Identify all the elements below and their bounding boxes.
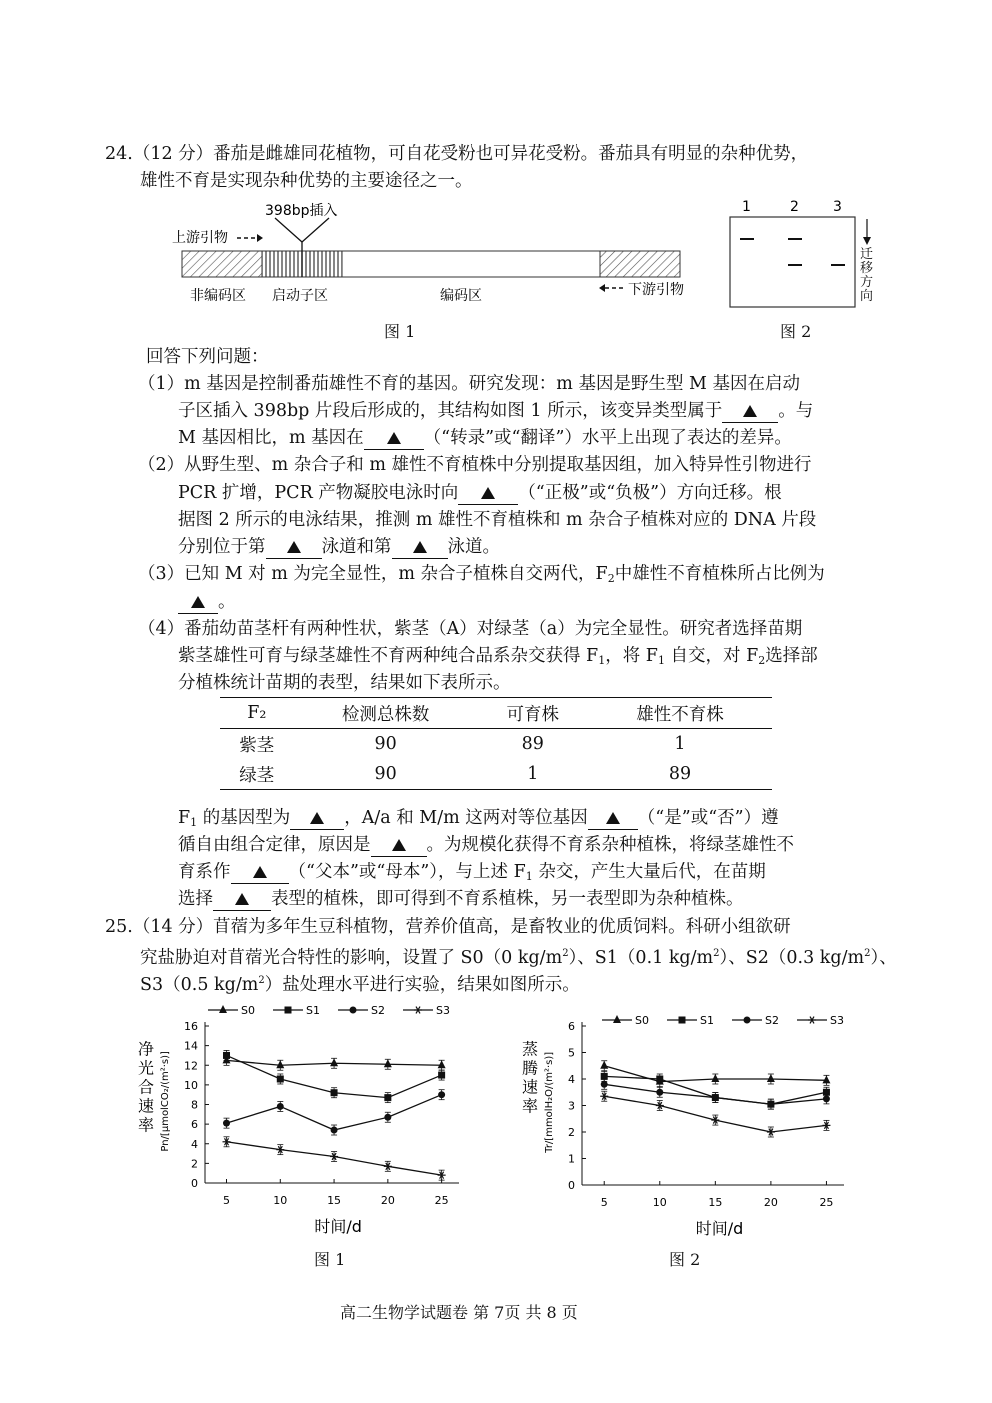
y-tick-label: 14 <box>184 1039 198 1053</box>
y-axis-label-char: 合 <box>137 1077 155 1097</box>
coding-region <box>342 251 600 277</box>
results-table <box>220 697 772 790</box>
data-point-S1 <box>438 1072 445 1079</box>
q24-2-line1: （2）从野生型、m 杂合子和 m 雄性不育植株中分别提取基因组，加入特异性引物进行 <box>138 455 812 475</box>
x-tick-label: 10 <box>273 1194 288 1207</box>
q24-4-line2: 紫茎雄性可育与绿茎雄性不育两种纯合品系杂交获得 $F_1$，将 $F_1$ 自交，对 $F_2$选择部 <box>178 646 818 667</box>
y-axis-label-char: 光 <box>137 1058 155 1078</box>
chart2-caption: 图 2 <box>669 1250 701 1269</box>
table-cell: 绿茎 <box>239 765 275 786</box>
legend-marker-triangle <box>613 1015 621 1023</box>
table-cell: 90 <box>374 734 397 754</box>
q25-line1: 25.（14 分）苜蓿为多年生豆科植物，营养价值高，是畜牧业的优质饲料。科研小组欲研 <box>105 917 791 937</box>
q24-3-line2: 。 <box>178 591 236 614</box>
table-cell: 90 <box>374 764 397 784</box>
data-point-S2 <box>277 1103 284 1110</box>
q24-2-line3: 据图 2 所示的电泳结果，推测 m 雄性不育植株和 m 杂合子植株对应的 DNA 片段 <box>178 510 817 530</box>
legend-marker-star <box>808 1017 816 1024</box>
q24-line1: 24.（12 分）番茄是雌雄同花植物，可自花受粉也可异花受粉。番茄具有明显的杂种优势， <box>105 144 809 164</box>
y-axis-label-char: 率 <box>521 1096 539 1116</box>
data-point-S2 <box>656 1089 663 1096</box>
x-tick-label: 25 <box>819 1196 834 1209</box>
x-tick-label: 15 <box>327 1194 342 1207</box>
legend-label: S2 <box>371 1004 385 1017</box>
noncoding-label: 非编码区 <box>190 288 246 304</box>
table-cell: 1 <box>674 734 686 754</box>
legend-label: S0 <box>635 1014 649 1027</box>
chart1-caption: 图 1 <box>314 1250 346 1269</box>
data-point-S0 <box>384 1059 392 1067</box>
data-point-S0 <box>438 1060 446 1068</box>
table-cell: 紫茎 <box>239 735 275 756</box>
insertion-marker <box>275 218 329 242</box>
lane-2-label: 2 <box>790 199 799 215</box>
y-tick-label: 4 <box>568 1073 575 1086</box>
data-point-S2 <box>601 1081 608 1088</box>
y-axis-label-char: 净 <box>137 1039 155 1059</box>
table-row <box>220 729 772 760</box>
y-axis-label-char: 率 <box>137 1115 155 1135</box>
y-tick-label: 2 <box>568 1126 575 1139</box>
y-axis-unit-label: Tr/[mmolH₂O/(m²·s)] <box>544 1051 555 1153</box>
promoter-label: 启动子区 <box>272 288 328 304</box>
x-tick-label: 20 <box>763 1196 778 1209</box>
table-cell: 1 <box>527 764 539 784</box>
table-header: 检测总株数 <box>341 704 430 725</box>
y-tick-label: 10 <box>184 1078 198 1092</box>
data-point-S0 <box>330 1058 338 1066</box>
transpiration-chart <box>510 1008 860 1250</box>
y-tick-label: 2 <box>191 1157 198 1171</box>
data-point-S2 <box>223 1120 230 1127</box>
upstream-primer-label: 上游引物 <box>172 230 228 246</box>
lane-3-label: 3 <box>833 199 842 215</box>
y-axis-unit-label: Pn/[μmolCO₂/(m²·s)] <box>160 1051 171 1152</box>
y-tick-label: 5 <box>568 1046 575 1060</box>
legend-label: S3 <box>830 1014 844 1027</box>
y-tick-label: 16 <box>184 1020 198 1033</box>
q24-4b-line3: 育系作 （“父本”或“母本”），与上述 $F_1$ 杂交，产生大量后代，在苗期 <box>178 862 766 883</box>
downstream-primer-label: 下游引物 <box>628 282 684 298</box>
q24-2-line4: 分别位于第 泳道和第 泳道。 <box>178 537 500 557</box>
y-axis-label-char: 蒸 <box>521 1039 539 1059</box>
y-tick-label: 4 <box>191 1137 198 1151</box>
q24-line2: 雄性不育是实现杂种优势的主要途径之一。 <box>140 171 473 191</box>
x-axis-label: 时间/d <box>314 1217 362 1236</box>
data-point-S2 <box>767 1101 774 1108</box>
y-tick-label: 1 <box>568 1152 575 1166</box>
x-tick-label: 20 <box>380 1194 395 1207</box>
fig2-caption: 图 2 <box>780 322 812 341</box>
q24-2-line2: PCR 扩增，PCR 产物凝胶电泳时向 （“正极”或“负极”）方向迁移。根 <box>178 483 782 503</box>
x-axis-label: 时间/d <box>695 1219 744 1238</box>
q24-4-line1: （4）番茄幼苗茎杆有两种性状，紫茎（A）对绿茎（a）为完全显性。研究者选择苗期 <box>138 619 803 639</box>
data-point-S2 <box>331 1127 338 1134</box>
y-tick-label: 6 <box>191 1118 198 1132</box>
data-point-S2 <box>438 1091 445 1098</box>
table-header-row <box>220 698 772 729</box>
noncoding-region-left <box>182 251 262 277</box>
q25-line3: S3（0.5 $kg/m^2$）盐处理水平进行实验，结果如图所示。 <box>140 975 580 995</box>
table-header: 雄性不育株 <box>636 704 724 725</box>
data-point-S1 <box>331 1089 338 1096</box>
answer-intro: 回答下列问题： <box>146 347 269 367</box>
data-point-S0 <box>822 1075 830 1083</box>
q24-3-line1: （3）已知 M 对 m 为完全显性，m 杂合子植株自交两代，$F_2$中雄性不育植株所占比例为 <box>138 564 825 585</box>
x-tick-label: 25 <box>434 1194 449 1207</box>
y-axis-label-char: 速 <box>521 1077 539 1097</box>
legend-label: S3 <box>436 1004 450 1017</box>
x-tick-label: 5 <box>223 1194 231 1207</box>
gene-structure-figure <box>165 200 705 320</box>
noncoding-region-right <box>600 251 680 277</box>
q24-1-line1: （1）m 基因是控制番茄雄性不育的基因。研究发现：m 基因是野生型 M 基因在启动 <box>138 374 800 394</box>
x-tick-label: 15 <box>708 1196 723 1209</box>
q24-4-line3: 分植株统计苗期的表型，结果如下表所示。 <box>178 673 511 693</box>
data-point-S0 <box>276 1060 284 1068</box>
legend-marker-triangle <box>219 1005 227 1013</box>
y-tick-label: 0 <box>191 1177 198 1190</box>
y-axis-label-char: 速 <box>137 1096 155 1116</box>
x-tick-label: 10 <box>652 1196 667 1209</box>
migration-direction-label: 迁移方向 <box>860 247 874 304</box>
y-tick-label: 3 <box>568 1099 575 1113</box>
data-point-S2 <box>823 1095 830 1102</box>
lane-1-label: 1 <box>742 199 751 215</box>
data-point-S0 <box>711 1074 719 1082</box>
data-point-S1 <box>223 1052 230 1059</box>
data-point-S2 <box>384 1114 391 1121</box>
y-tick-label: 0 <box>568 1179 575 1192</box>
legend-label: S2 <box>765 1014 779 1027</box>
y-axis-label-char: 腾 <box>521 1058 539 1078</box>
table-header: 可育株 <box>506 704 560 725</box>
legend-marker-star <box>414 1007 422 1014</box>
q25-line2: 究盐胁迫对苜蓿光合特性的影响，设置了 S0（0 $kg/m^2$）、S1（0.1 $kg/m^2$）、S2（0.3 $kg/m^2$）、 <box>140 948 897 968</box>
insertion-label: 398bp插入 <box>265 203 338 219</box>
legend-marker-circle <box>350 1007 357 1014</box>
data-point-S0 <box>600 1061 608 1069</box>
table-cell: 89 <box>521 734 544 754</box>
legend-marker-square <box>679 1017 686 1024</box>
data-point-S1 <box>384 1094 391 1101</box>
table-header: F₂ <box>247 703 267 723</box>
q24-4b-line1: $F_1$ 的基因型为 ，A/a 和 M/m 这两对等位基因 （“是”或“否”）遵 <box>178 808 779 829</box>
legend-label: S1 <box>306 1004 320 1017</box>
y-tick-label: 6 <box>568 1020 575 1033</box>
data-point-S1 <box>277 1075 284 1082</box>
legend-label: S0 <box>241 1004 255 1017</box>
data-point-S0 <box>767 1074 775 1082</box>
q24-4b-line2: 循自由组合定律，原因是 。为规模化获得不育系杂种植株，将绿茎雄性不 <box>178 835 794 855</box>
table-cell: 89 <box>668 764 692 784</box>
coding-label: 编码区 <box>440 288 482 304</box>
gel-box <box>730 217 855 307</box>
y-tick-label: 8 <box>191 1098 198 1112</box>
table-row <box>220 759 772 790</box>
legend-marker-circle <box>744 1017 751 1024</box>
data-point-S1 <box>656 1076 663 1083</box>
net-photosynthesis-chart <box>125 1000 475 1250</box>
data-point-S2 <box>712 1094 719 1101</box>
y-tick-label: 12 <box>184 1059 198 1073</box>
data-point-S1 <box>601 1073 608 1080</box>
legend-marker-square <box>285 1007 292 1014</box>
q24-1-line3: M 基因相比，m 基因在 （“转录”或“翻译”）水平上出现了表达的差异。 <box>178 428 792 448</box>
q24-4b-line4: 选择 表型的植株，即可得到不育系植株，另一表型即为杂种植株。 <box>178 889 744 909</box>
x-tick-label: 5 <box>600 1196 608 1209</box>
legend-label: S1 <box>700 1014 714 1027</box>
fig1-caption: 图 1 <box>384 322 416 341</box>
page-footer: 高二生物学试题卷 第 7页 共 8 页 <box>340 1303 578 1322</box>
q24-1-line2: 子区插入 398bp 片段后形成的，其结构如图 1 所示，该变异类型属于 。与 <box>178 401 814 421</box>
